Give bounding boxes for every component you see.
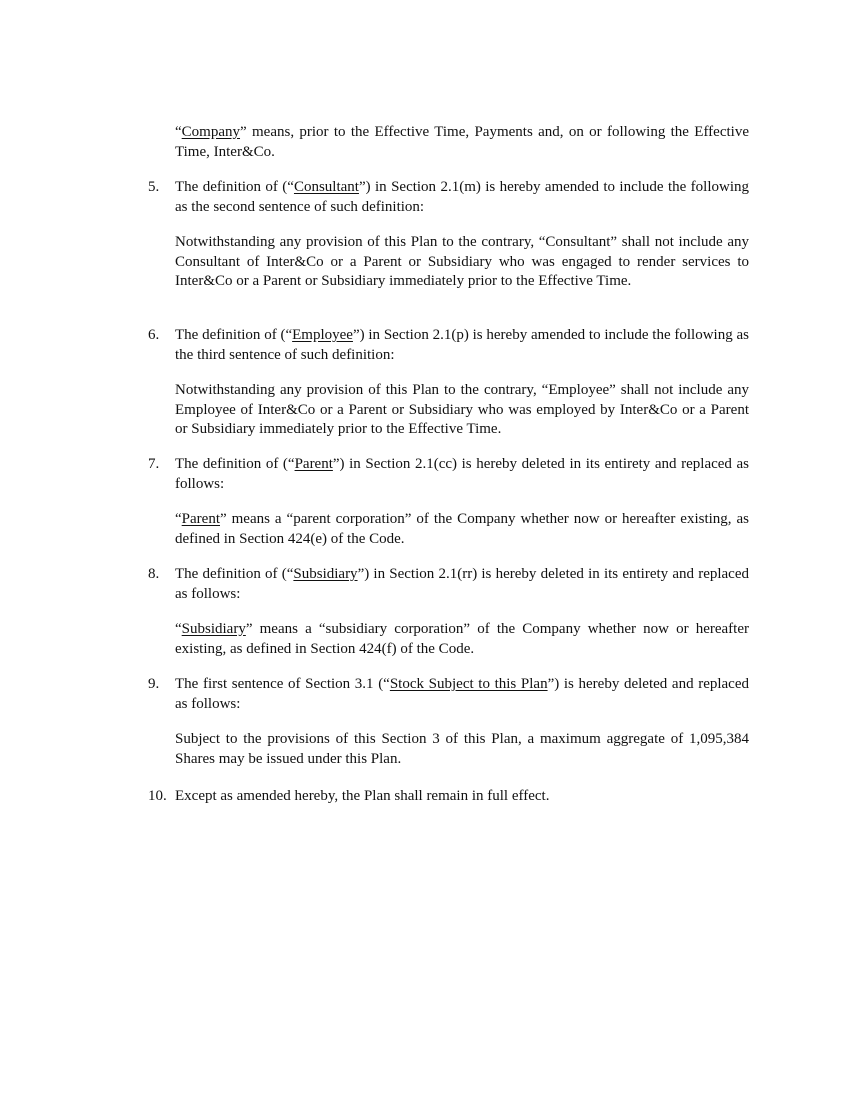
parent-term: Parent bbox=[294, 456, 333, 472]
item-number: 5. bbox=[148, 179, 160, 195]
list-item-5 bbox=[148, 178, 749, 217]
item-text: The definition of (“Employee”) in Section 2.1(p) is hereby amended to include the following as the third sentence of such definition: bbox=[175, 327, 749, 363]
item-text: The definition of (“Subsidiary”) in Section 2.1(rr) is hereby deleted in its entirety and replaced as follows: bbox=[175, 566, 749, 602]
list-item-6 bbox=[148, 326, 749, 365]
list-item-9 bbox=[148, 675, 749, 714]
list-item-10 bbox=[148, 787, 749, 807]
list-item-8 bbox=[148, 565, 749, 604]
company-definition-text: means, prior to the Effective Time, Payments and, on or following the Effective Time, Inter&Co. bbox=[175, 124, 749, 160]
subsidiary-term: Subsidiary bbox=[293, 566, 358, 582]
item-text: The definition of (“Consultant”) in Section 2.1(m) is hereby amended to include the following as the second sentence of such definition: bbox=[175, 179, 749, 215]
item-number: 9. bbox=[148, 676, 160, 692]
item-number: 8. bbox=[148, 566, 160, 582]
item-text: The first sentence of Section 3.1 (“Stock Subject to this Plan”) is hereby deleted and replaced as follows: bbox=[175, 676, 749, 712]
item-5-definition: Notwithstanding any provision of this Plan to the contrary, “Consultant” shall not include any Consultant of Inter&Co or a Parent or Subsidiary who was engaged to render services to Inter&Co or a Parent or Subsidiary immediately prior to the Effective Time. bbox=[175, 234, 749, 289]
list-item-7 bbox=[148, 455, 749, 494]
item-number: 6. bbox=[148, 327, 160, 343]
item-6-definition: Notwithstanding any provision of this Plan to the contrary, “Employee” shall not include any Employee of Inter&Co or a Parent or Subsidiary who was employed by Inter&Co or a Parent or Subsidiary immediately prior to the Effective Time. bbox=[175, 382, 749, 437]
subsidiary-body-term: Subsidiary bbox=[181, 621, 246, 637]
item-7-definition: “Parent” means a “parent corporation” of the Company whether now or hereafter existing, as defined in Section 424(e) of the Code. bbox=[175, 511, 749, 547]
parent-body-term: Parent bbox=[181, 511, 220, 527]
item-number: 10. bbox=[148, 788, 167, 804]
company-term: Company bbox=[181, 124, 241, 140]
item-text: Except as amended hereby, the Plan shall remain in full effect. bbox=[175, 788, 550, 804]
item-8-definition: “Subsidiary” means a “subsidiary corporation” of the Company whether now or hereafter existing, as defined in Section 424(f) of the Code. bbox=[175, 621, 749, 657]
item-text: The definition of (“Parent”) in Section 2.1(cc) is hereby deleted in its entirety and replaced as follows: bbox=[175, 456, 750, 492]
company-definition: “Company” means, prior to the Effective Time, Payments and, on or following the Effective Time, Inter&Co. bbox=[175, 124, 749, 160]
item-9-definition: Subject to the provisions of this Section 3 of this Plan, a maximum aggregate of 1,095,384 Shares may be issued under this Plan. bbox=[175, 731, 749, 767]
employee-term: Employee bbox=[292, 327, 353, 343]
stock-subject-term: Stock Subject to this Plan bbox=[389, 676, 548, 692]
consultant-term: Consultant bbox=[293, 179, 359, 195]
item-number: 7. bbox=[148, 456, 160, 472]
